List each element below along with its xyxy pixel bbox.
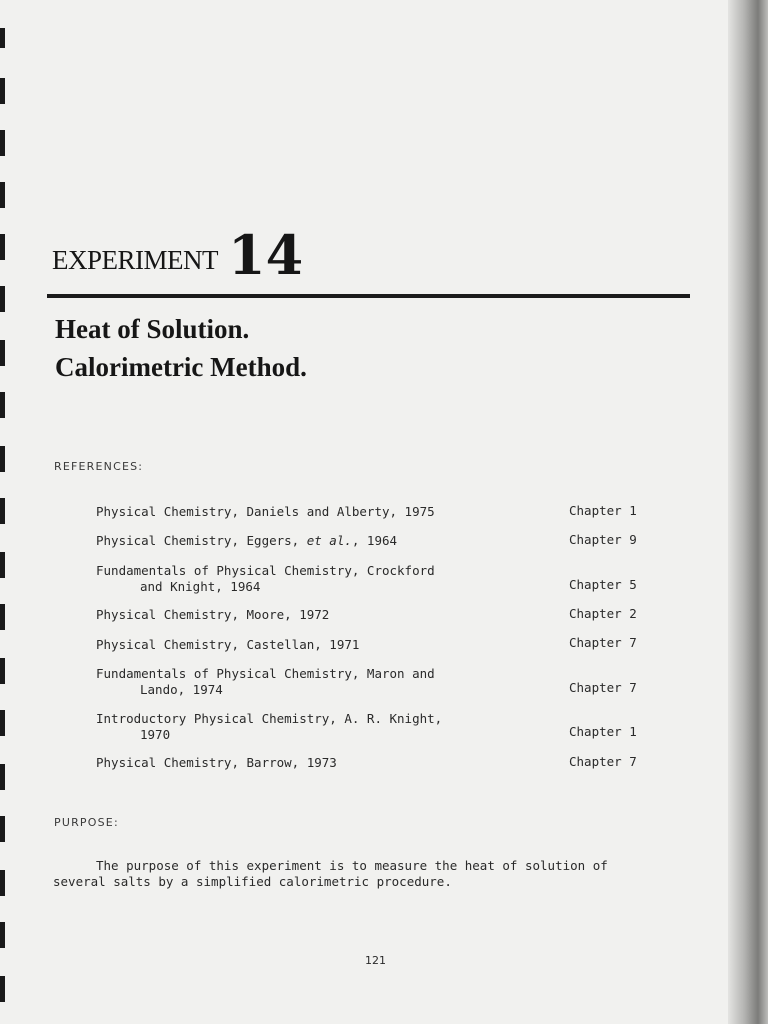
reference-chapter: Chapter 1 [569, 503, 637, 518]
reference-item [96, 607, 516, 623]
purpose-line-2: several salts by a simplified calorimetric procedure. [53, 874, 452, 889]
purpose-label: PURPOSE: [54, 816, 119, 829]
experiment-number: 14 [228, 223, 304, 287]
reference-chapter: Chapter 1 [569, 724, 637, 739]
reference-chapter: Chapter 7 [569, 754, 637, 769]
experiment-word: EXPERIMENT [52, 245, 218, 275]
reference-item [96, 637, 516, 653]
reference-item [96, 504, 516, 520]
reference-text: Physical Chemistry, Moore, 1972 [96, 607, 330, 622]
reference-chapter: Chapter 7 [569, 635, 637, 650]
reference-text: Physical Chemistry, Daniels and Alberty, 1975 [96, 504, 435, 519]
purpose-line-1: The purpose of this experiment is to measure the heat of solution of [96, 858, 608, 873]
experiment-heading [52, 212, 304, 287]
reference-text: Physical Chemistry, Barrow, 1973 [96, 755, 337, 770]
references-label: REFERENCES: [54, 460, 144, 473]
reference-text: Fundamentals of Physical Chemistry, Crockford [96, 563, 435, 578]
reference-chapter: Chapter 5 [569, 577, 637, 592]
title-line-2: Calorimetric Method. [55, 352, 307, 382]
spiral-binding-marks [0, 0, 8, 1024]
reference-chapter: Chapter 2 [569, 606, 637, 621]
reference-item [96, 666, 516, 698]
experiment-title [55, 310, 307, 386]
book-edge-shadow [728, 0, 768, 1024]
reference-item [96, 563, 516, 595]
reference-text: Physical Chemistry, Castellan, 1971 [96, 637, 360, 652]
reference-text-cont: Lando, 1974 [140, 682, 223, 697]
page-number: 121 [365, 954, 386, 967]
heading-rule [47, 294, 690, 298]
reference-text: Physical Chemistry, Eggers, [96, 533, 307, 548]
purpose-paragraph [53, 858, 693, 890]
reference-text-cont: and Knight, 1964 [140, 579, 261, 594]
reference-text: Introductory Physical Chemistry, A. R. Knight, [96, 711, 443, 726]
reference-chapter: Chapter 7 [569, 680, 637, 695]
reference-text-tail: , 1964 [351, 533, 398, 548]
reference-text-cont: 1970 [140, 727, 171, 742]
reference-item [96, 533, 516, 549]
reference-italic: et al. [306, 533, 352, 548]
reference-item [96, 755, 516, 771]
title-line-1: Heat of Solution. [55, 314, 250, 344]
reference-item [96, 711, 516, 743]
reference-text: Fundamentals of Physical Chemistry, Maron and [96, 666, 435, 681]
reference-chapter: Chapter 9 [569, 532, 637, 547]
